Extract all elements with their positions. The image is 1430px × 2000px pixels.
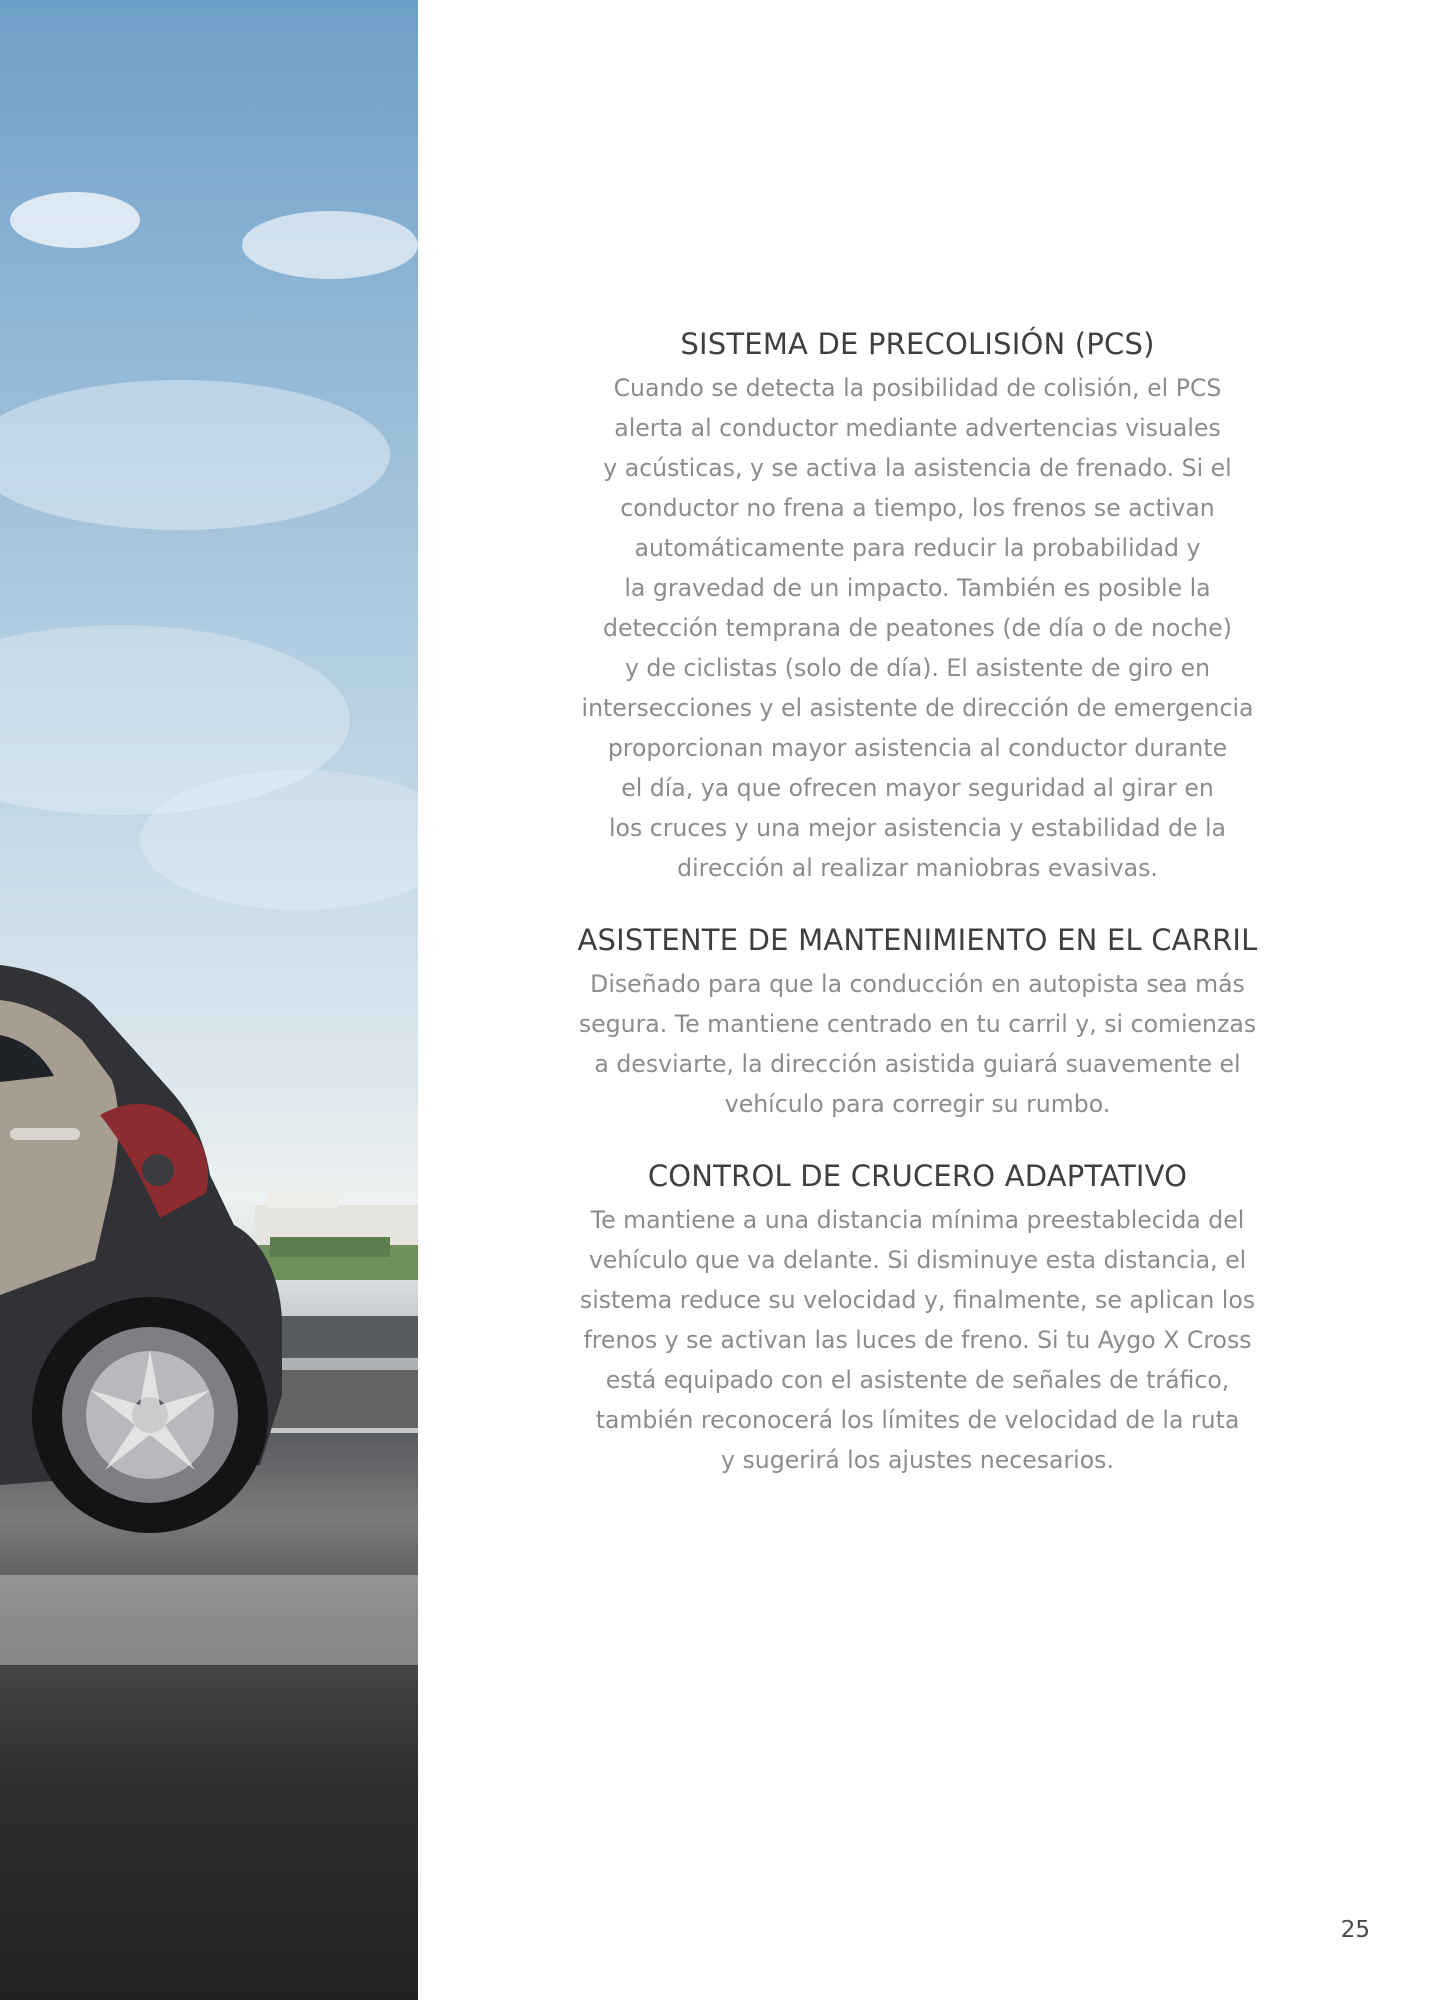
section-adaptive-cruise-control [540, 1157, 1295, 1480]
section-heading: CONTROL DE CRUCERO ADAPTATIVO [647, 1159, 1188, 1193]
page-number: 25 [1340, 1917, 1370, 1943]
car-photo-illustration [0, 0, 418, 2000]
section-body: Te mantiene a una distancia mínima preestablecida del vehículo que va delante. Si disminuye esta distancia, el sistema reduce su velocidad y, finalmente, se aplican los frenos y se activan las luces de freno. Si tu Aygo X Cross está equipado con el asistente de señales de tráfico, también reconocerá los límites de velocidad de la ruta y sugerirá los ajustes necesarios. [579, 1206, 1256, 1474]
section-body: Diseñado para que la conducción en autopista sea más segura. Te mantiene centrado en tu carril y, si comienzas a desviarte, la dirección asistida guiará suavemente el vehículo para corregir su rumbo. [578, 970, 1257, 1118]
section-precollision-system [540, 325, 1295, 888]
section-body: Cuando se detecta la posibilidad de colisión, el PCS alerta al conductor mediante advertencias visuales y acústicas, y se activa la asistencia de frenado. Si el conductor no frena a tiempo, los frenos se activan automáticamente para reducir la probabilidad y la gravedad de un impacto. También es posible la detección temprana de peatones (de día o de noche) y de ciclistas (solo de día). El asistente de giro en intersecciones y el asistente de dirección de emergencia proporcionan mayor asistencia al conductor durante el día, ya que ofrecen mayor seguridad al girar en los cruces y una mejor asistencia y estabilidad de la dirección al realizar maniobras evasivas. [581, 374, 1254, 882]
section-lane-keeping-assist [540, 921, 1295, 1124]
feature-text-column [540, 325, 1295, 1513]
car-photo [0, 0, 418, 2000]
section-heading: ASISTENTE DE MANTENIMIENTO EN EL CARRIL [577, 923, 1258, 957]
section-heading: SISTEMA DE PRECOLISIÓN (PCS) [680, 327, 1155, 361]
